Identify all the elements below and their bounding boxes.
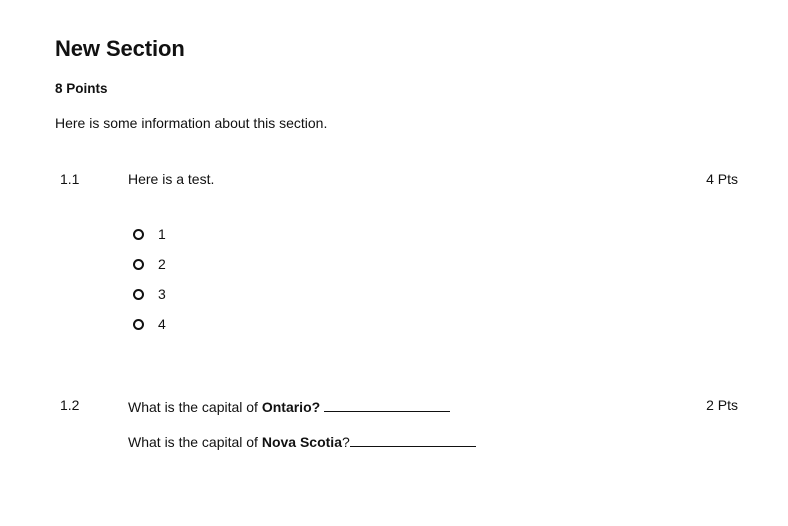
option-3[interactable]	[133, 279, 166, 309]
question-line-ontario	[128, 397, 450, 415]
question-number: 1.1	[60, 171, 80, 187]
prompt-text: What is the capital of	[128, 399, 262, 415]
section-points: 8 Points	[55, 81, 108, 96]
answer-options	[133, 219, 166, 339]
option-label: 3	[158, 286, 166, 302]
question-points: 2 Pts	[706, 397, 738, 413]
radio-circle-icon[interactable]	[133, 229, 144, 240]
radio-circle-icon[interactable]	[133, 319, 144, 330]
question-points: 4 Pts	[706, 171, 738, 187]
option-label: 1	[158, 226, 166, 242]
prompt-text: What is the capital of	[128, 434, 262, 450]
option-2[interactable]	[133, 249, 166, 279]
prompt-bold: Nova Scotia	[261, 434, 342, 450]
answer-blank-ontario[interactable]	[324, 397, 450, 412]
radio-circle-icon[interactable]	[133, 259, 144, 270]
option-4[interactable]	[133, 309, 166, 339]
option-label: 4	[158, 316, 166, 332]
section-title: New Section	[55, 36, 185, 61]
radio-circle-icon[interactable]	[133, 289, 144, 300]
option-1[interactable]	[133, 219, 166, 249]
prompt-bold: Ontario?	[261, 399, 321, 415]
answer-blank-nova-scotia[interactable]	[350, 432, 476, 447]
section-info: Here is some information about this section.	[55, 115, 328, 131]
question-number: 1.2	[60, 397, 80, 413]
question-text: Here is a test.	[128, 171, 215, 187]
option-label: 2	[158, 256, 166, 272]
question-line-nova-scotia: What is the capital of Nova Scotia?	[128, 432, 476, 450]
